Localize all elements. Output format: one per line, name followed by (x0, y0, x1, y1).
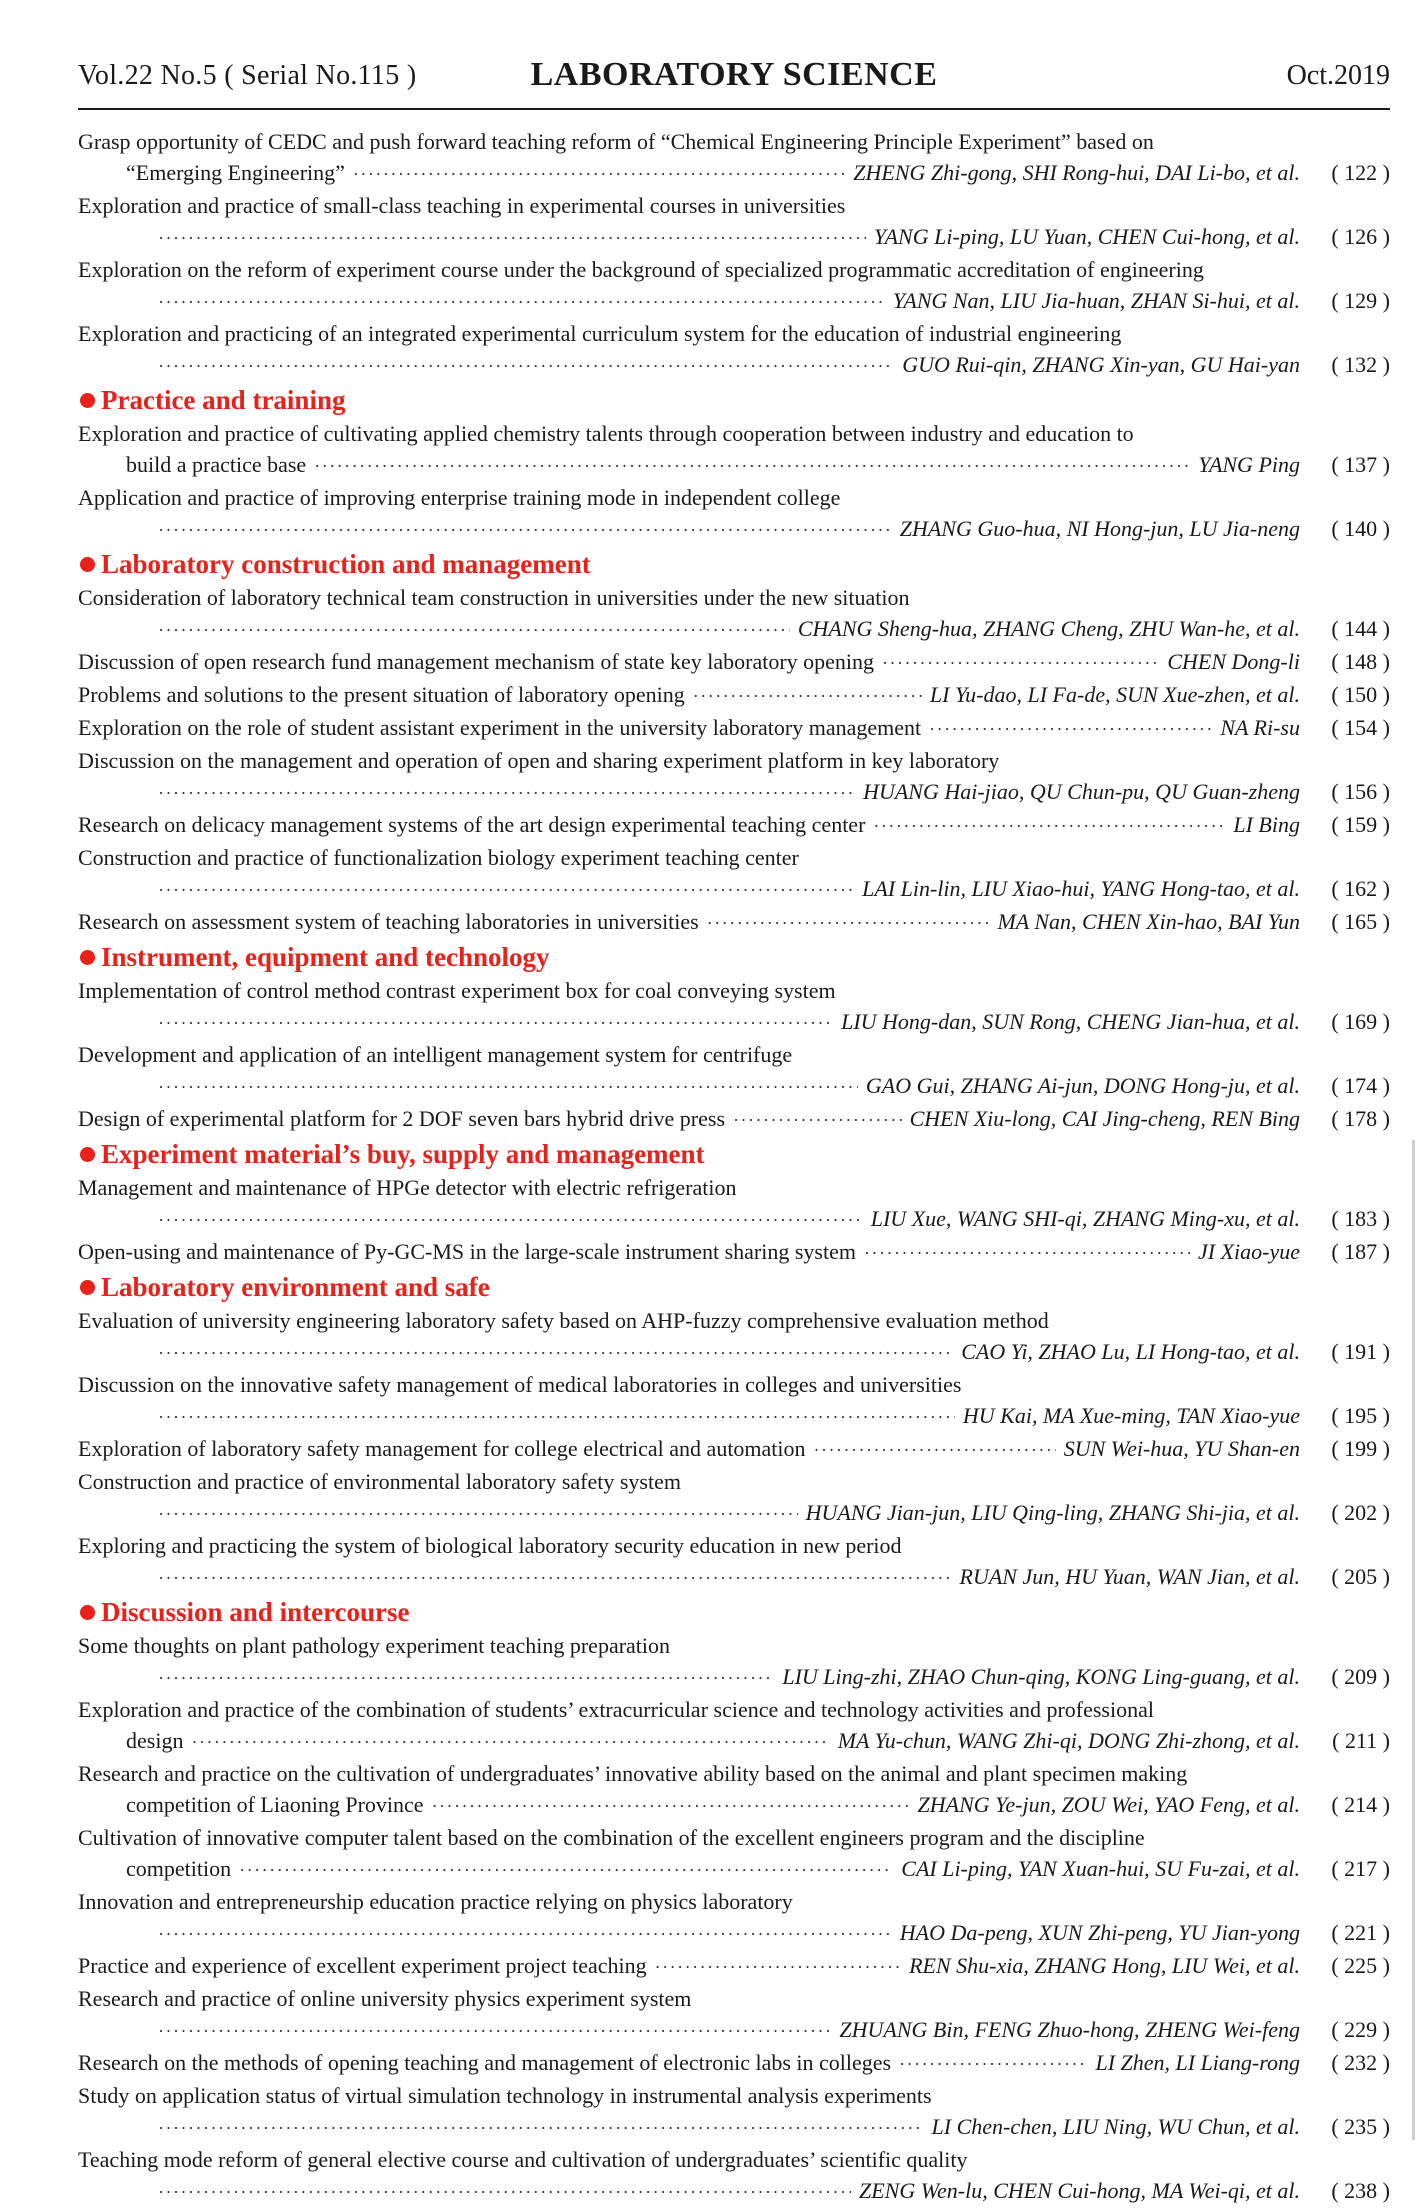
section-heading (78, 383, 1390, 417)
section-title: Laboratory construction and management (101, 548, 591, 579)
entry-byline (78, 613, 1390, 646)
dot-leader (158, 2016, 831, 2047)
entry-authors: NA Ri-su (1220, 715, 1300, 740)
entry-byline (78, 513, 1390, 546)
entry-authors: YANG Li-ping, LU Yuan, CHEN Cui-hong, et al. (873, 224, 1300, 249)
entry-page-number[interactable]: ( 221 ) (1331, 1920, 1390, 1945)
dot-leader (814, 1435, 1056, 1466)
entry-byline (78, 873, 1390, 906)
toc-entry[interactable] (78, 2080, 1390, 2144)
entry-title-line: Discussion on the management and operation of open and sharing experiment platform in key laboratory (78, 748, 1000, 773)
entry-byline (78, 2111, 1390, 2144)
dot-leader (158, 287, 885, 318)
section-title: Discussion and intercourse (101, 1596, 410, 1627)
entry-page-number[interactable]: ( 217 ) (1331, 1856, 1390, 1881)
entry-authors: CAI Li-ping, YAN Xuan-hui, SU Fu-zai, et al. (901, 1856, 1300, 1881)
section-bullet-icon (80, 1147, 95, 1162)
dot-leader (899, 2049, 1087, 2080)
toc-entry[interactable] (78, 482, 1390, 546)
dot-leader (733, 1105, 902, 1136)
entry-authors: GAO Gui, ZHANG Ai-jun, DONG Hong-ju, et al. (865, 1073, 1300, 1098)
entry-byline (78, 679, 1390, 712)
entry-byline (78, 1853, 1390, 1886)
entry-title-tail: Research on assessment system of teaching laboratories in universities (78, 909, 699, 934)
entry-byline (78, 1561, 1390, 1594)
dot-leader (158, 2177, 851, 2208)
dot-leader (158, 2113, 924, 2144)
entry-authors: LI Chen-chen, LIU Ning, WU Chun, et al. (931, 2114, 1300, 2139)
entry-authors: CHANG Sheng-hua, ZHANG Cheng, ZHU Wan-he, et al. (797, 616, 1300, 641)
section-bullet-icon (80, 1280, 95, 1295)
toc-entry[interactable] (78, 1369, 1390, 1433)
entry-byline (78, 2047, 1390, 2080)
entry-title-line: Development and application of an intelligent management system for centrifuge (78, 1042, 793, 1067)
toc-entry[interactable] (78, 745, 1390, 809)
dot-leader (882, 648, 1159, 679)
entry-byline (78, 449, 1390, 482)
entry-byline (78, 1433, 1390, 1466)
toc-entry[interactable] (78, 582, 1390, 646)
entry-byline (78, 1789, 1390, 1822)
dot-leader (158, 1499, 798, 1530)
entry-title-line: Exploration on the reform of experiment course under the background of specialized programmatic accreditation of engineering (78, 257, 1204, 282)
entry-authors: ZHUANG Bin, FENG Zhuo-hong, ZHENG Wei-feng (839, 2017, 1300, 2042)
entry-byline (78, 221, 1390, 254)
entry-authors: GUO Rui-qin, ZHANG Xin-yan, GU Hai-yan (902, 352, 1300, 377)
entry-page-number[interactable]: ( 162 ) (1331, 876, 1390, 901)
toc-entry[interactable] (78, 190, 1390, 254)
dot-leader (353, 159, 845, 190)
toc-entry[interactable] (78, 418, 1390, 482)
entry-authors: YANG Ping (1198, 452, 1300, 477)
toc-entry[interactable] (78, 126, 1390, 190)
section-heading (78, 940, 1390, 974)
dot-leader (158, 1563, 952, 1594)
entry-page-number[interactable]: ( 202 ) (1331, 1500, 1390, 1525)
entry-byline (78, 1917, 1390, 1950)
entry-title-line: Management and maintenance of HPGe detector with electric refrigeration (78, 1175, 737, 1200)
entry-authors: HUANG Hai-jiao, QU Chun-pu, QU Guan-zheng (863, 779, 1300, 804)
page-edge-shadow (1412, 1140, 1415, 2140)
entry-title-line: Exploration and practice of the combination of students’ extracurricular science and technology activities and professional (78, 1697, 1154, 1722)
entry-page-number[interactable]: ( 140 ) (1331, 516, 1390, 541)
section-title: Experiment material’s buy, supply and management (101, 1138, 705, 1169)
section-heading (78, 1270, 1390, 1304)
entry-authors: CHEN Dong-li (1167, 649, 1300, 674)
entry-byline (78, 285, 1390, 318)
entry-authors: RUAN Jun, HU Yuan, WAN Jian, et al. (959, 1564, 1300, 1589)
toc-entry[interactable] (78, 1236, 1390, 1269)
entry-authors: YANG Nan, LIU Jia-huan, ZHAN Si-hui, et al. (892, 288, 1300, 313)
dot-leader (158, 1072, 858, 1103)
toc-entry[interactable] (78, 254, 1390, 318)
entry-title-tail: Research on delicacy management systems of the art design experimental teaching center (78, 812, 866, 837)
entry-byline (78, 1006, 1390, 1039)
entry-title-line: Research and practice on the cultivation of undergraduates’ innovative ability based on the animal and plant specimen making (78, 1761, 1188, 1786)
entry-authors: SUN Wei-hua, YU Shan-en (1063, 1436, 1300, 1461)
entry-title-line: Consideration of laboratory technical team construction in universities under the new situation (78, 585, 910, 610)
dot-leader (158, 615, 790, 646)
toc-entry[interactable] (78, 906, 1390, 939)
dot-leader (707, 908, 990, 939)
toc-entry[interactable] (78, 1822, 1390, 1886)
section-bullet-icon (80, 393, 95, 408)
entry-page-number[interactable]: ( 178 ) (1331, 1106, 1390, 1131)
entry-title-line: Evaluation of university engineering laboratory safety based on AHP-fuzzy comprehensive evaluation method (78, 1308, 1049, 1333)
entry-byline (78, 1661, 1390, 1694)
dot-leader (158, 1008, 833, 1039)
entry-title-line: Grasp opportunity of CEDC and push forward teaching reform of “Chemical Engineering Principle Experiment” based on (78, 129, 1154, 154)
toc-entry[interactable] (78, 1039, 1390, 1103)
toc-entry[interactable] (78, 1886, 1390, 1950)
section-heading (78, 1137, 1390, 1171)
entry-authors: ZHENG Zhi-gong, SHI Rong-hui, DAI Li-bo, et al. (853, 160, 1300, 185)
dot-leader (655, 1952, 901, 1983)
toc-entry[interactable] (78, 1694, 1390, 1758)
section-heading (78, 547, 1390, 581)
entry-page-number[interactable]: ( 225 ) (1331, 1953, 1390, 1978)
entry-byline (78, 157, 1390, 190)
dot-leader (191, 1727, 829, 1758)
entry-title-line: Exploration and practice of cultivating applied chemistry talents through cooperation between industry and education to (78, 421, 1134, 446)
dot-leader (158, 1338, 953, 1369)
entry-page-number[interactable]: ( 156 ) (1331, 779, 1390, 804)
entry-page-number[interactable]: ( 169 ) (1331, 1009, 1390, 1034)
entry-page-number[interactable]: ( 199 ) (1331, 1436, 1390, 1461)
toc-entry[interactable] (78, 1630, 1390, 1694)
toc-entry[interactable] (78, 679, 1390, 712)
dot-leader (158, 875, 854, 906)
entry-page-number[interactable]: ( 150 ) (1331, 682, 1390, 707)
entry-authors: MA Yu-chun, WANG Zhi-qi, DONG Zhi-zhong, et al. (837, 1728, 1300, 1753)
toc-entry[interactable] (78, 1103, 1390, 1136)
entry-title-line: Construction and practice of environmental laboratory safety system (78, 1469, 681, 1494)
entry-byline (78, 2175, 1390, 2208)
entry-page-number[interactable]: ( 165 ) (1331, 909, 1390, 934)
entry-title-tail: Design of experimental platform for 2 DOF seven bars hybrid drive press (78, 1106, 726, 1131)
entry-page-number[interactable]: ( 205 ) (1331, 1564, 1390, 1589)
entry-authors: HAO Da-peng, XUN Zhi-peng, YU Jian-yong (899, 1920, 1300, 1945)
entry-title-tail: competition of Liaoning Province (126, 1792, 424, 1817)
entry-byline (78, 1203, 1390, 1236)
entry-authors: LI Bing (1233, 812, 1300, 837)
entry-page-number[interactable]: ( 191 ) (1331, 1339, 1390, 1364)
toc-entry[interactable] (78, 1758, 1390, 1822)
dot-leader (432, 1791, 910, 1822)
table-of-contents (78, 126, 1390, 2208)
entry-byline (78, 2014, 1390, 2047)
entry-page-number[interactable]: ( 238 ) (1331, 2178, 1390, 2203)
entry-title-line: Discussion on the innovative safety management of medical laboratories in colleges and universities (78, 1372, 962, 1397)
entry-authors: CHEN Xiu-long, CAI Jing-cheng, REN Bing (909, 1106, 1300, 1131)
toc-entry[interactable] (78, 809, 1390, 842)
entry-title-tail: competition (126, 1856, 232, 1881)
entry-title-line: Construction and practice of functionalization biology experiment teaching center (78, 845, 799, 870)
entry-title-line: Implementation of control method contrast experiment box for coal conveying system (78, 978, 836, 1003)
issue-info: Vol.22 No.5 ( Serial No.115 ) (78, 60, 417, 91)
toc-entry[interactable] (78, 1530, 1390, 1594)
entry-page-number[interactable]: ( 132 ) (1331, 352, 1390, 377)
entry-authors: LAI Lin-lin, LIU Xiao-hui, YANG Hong-tao, et al. (862, 876, 1300, 901)
section-bullet-icon (80, 557, 95, 572)
entry-title-tail: “Emerging Engineering” (126, 160, 345, 185)
entry-page-number[interactable]: ( 126 ) (1331, 224, 1390, 249)
toc-entry[interactable] (78, 1466, 1390, 1530)
toc-entry[interactable] (78, 2144, 1390, 2208)
section-heading (78, 1595, 1390, 1629)
entry-authors: LIU Ling-zhi, ZHAO Chun-qing, KONG Ling-guang, et al. (782, 1664, 1300, 1689)
entry-title-line: Teaching mode reform of general elective course and cultivation of undergraduates’ scientific quality (78, 2147, 968, 2172)
journal-title: LABORATORY SCIENCE (530, 56, 938, 93)
issue-date: Oct.2019 (1286, 60, 1390, 91)
entry-page-number[interactable]: ( 174 ) (1331, 1073, 1390, 1098)
entry-title-tail: build a practice base (126, 452, 307, 477)
dot-leader (158, 1919, 892, 1950)
entry-page-number[interactable]: ( 235 ) (1331, 2114, 1390, 2139)
dot-leader (864, 1238, 1190, 1269)
toc-entry[interactable] (78, 646, 1390, 679)
section-bullet-icon (80, 1605, 95, 1620)
toc-entry[interactable] (78, 1172, 1390, 1236)
entry-title-tail: Open-using and maintenance of Py-GC-MS in the large-scale instrument sharing system (78, 1239, 856, 1264)
entry-page-number[interactable]: ( 154 ) (1331, 715, 1390, 740)
entry-byline (78, 1950, 1390, 1983)
entry-authors: LIU Hong-dan, SUN Rong, CHENG Jian-hua, et al. (841, 1009, 1300, 1034)
dot-leader (158, 223, 866, 254)
entry-byline (78, 776, 1390, 809)
entry-page-number[interactable]: ( 195 ) (1331, 1403, 1390, 1428)
entry-title-line: Study on application status of virtual simulation technology in instrumental analysis experiments (78, 2083, 932, 2108)
dot-leader (239, 1855, 893, 1886)
entry-title-line: Innovation and entrepreneurship education practice relying on physics laboratory (78, 1889, 793, 1914)
entry-authors: CAO Yi, ZHAO Lu, LI Hong-tao, et al. (961, 1339, 1300, 1364)
section-title: Practice and training (101, 384, 346, 415)
entry-title-line: Exploration and practicing of an integrated experimental curriculum system for the education of industrial engineering (78, 321, 1122, 346)
entry-byline (78, 1070, 1390, 1103)
page-header (78, 52, 1390, 110)
entry-title-tail: Exploration on the role of student assistant experiment in the university laboratory management (78, 715, 922, 740)
toc-entry[interactable] (78, 1305, 1390, 1369)
entry-authors: LIU Xue, WANG SHI-qi, ZHANG Ming-xu, et al. (870, 1206, 1300, 1231)
toc-entry[interactable] (78, 712, 1390, 745)
entry-page-number[interactable]: ( 159 ) (1331, 812, 1390, 837)
toc-entry[interactable] (78, 318, 1390, 382)
entry-authors: LI Zhen, LI Liang-rong (1095, 2050, 1300, 2075)
dot-leader (158, 1205, 863, 1236)
entry-byline (78, 809, 1390, 842)
entry-byline (78, 1725, 1390, 1758)
entry-page-number[interactable]: ( 187 ) (1331, 1239, 1390, 1264)
entry-byline (78, 349, 1390, 382)
entry-title-line: Application and practice of improving enterprise training mode in independent college (78, 485, 841, 510)
section-title: Instrument, equipment and technology (101, 941, 550, 972)
entry-page-number[interactable]: ( 129 ) (1331, 288, 1390, 313)
entry-authors: HU Kai, MA Xue-ming, TAN Xiao-yue (962, 1403, 1300, 1428)
dot-leader (158, 515, 892, 546)
dot-leader (158, 778, 855, 809)
entry-title-line: Exploring and practicing the system of biological laboratory security education in new period (78, 1533, 902, 1558)
toc-entry[interactable] (78, 2047, 1390, 2080)
entry-authors: ZENG Wen-lu, CHEN Cui-hong, MA Wei-qi, et al. (858, 2178, 1300, 2203)
section-title: Laboratory environment and safe (101, 1271, 490, 1302)
entry-authors: HUANG Jian-jun, LIU Qing-ling, ZHANG Shi-jia, et al. (805, 1500, 1300, 1525)
entry-authors: REN Shu-xia, ZHANG Hong, LIU Wei, et al. (909, 1953, 1300, 1978)
entry-title-tail: Research on the methods of opening teaching and management of electronic labs in colleges (78, 2050, 892, 2075)
dot-leader (158, 1402, 955, 1433)
dot-leader (693, 681, 922, 712)
toc-entry[interactable] (78, 842, 1390, 906)
entry-page-number[interactable]: ( 232 ) (1331, 2050, 1390, 2075)
entry-page-number[interactable]: ( 214 ) (1331, 1792, 1390, 1817)
entry-byline (78, 712, 1390, 745)
dot-leader (158, 1663, 774, 1694)
entry-page-number[interactable]: ( 148 ) (1331, 649, 1390, 674)
entry-title-tail: Exploration of laboratory safety management for college electrical and automation (78, 1436, 806, 1461)
toc-entry[interactable] (78, 1950, 1390, 1983)
entry-page-number[interactable]: ( 209 ) (1331, 1664, 1390, 1689)
dot-leader (873, 811, 1225, 842)
entry-page-number[interactable]: ( 144 ) (1331, 616, 1390, 641)
entry-title-line: Exploration and practice of small-class teaching in experimental courses in universities (78, 193, 846, 218)
entry-title-line: Research and practice of online university physics experiment system (78, 1986, 692, 2011)
toc-entry[interactable] (78, 975, 1390, 1039)
entry-authors: ZHANG Guo-hua, NI Hong-jun, LU Jia-neng (899, 516, 1300, 541)
entry-title-tail: Discussion of open research fund management mechanism of state key laboratory opening (78, 649, 875, 674)
entry-byline (78, 646, 1390, 679)
dot-leader (929, 714, 1212, 745)
entry-byline (78, 1103, 1390, 1136)
section-bullet-icon (80, 950, 95, 965)
toc-entry[interactable] (78, 1433, 1390, 1466)
entry-authors: LI Yu-dao, LI Fa-de, SUN Xue-zhen, et al. (929, 682, 1300, 707)
entry-title-tail: Practice and experience of excellent experiment project teaching (78, 1953, 647, 1978)
entry-page-number[interactable]: ( 229 ) (1331, 2017, 1390, 2042)
entry-authors: MA Nan, CHEN Xin-hao, BAI Yun (997, 909, 1300, 934)
entry-byline (78, 1336, 1390, 1369)
entry-title-line: Cultivation of innovative computer talent based on the combination of the excellent engineers program and the discipline (78, 1825, 1145, 1850)
dot-leader (158, 351, 894, 382)
entry-authors: JI Xiao-yue (1198, 1239, 1300, 1264)
entry-page-number[interactable]: ( 137 ) (1331, 452, 1390, 477)
entry-page-number[interactable]: ( 211 ) (1332, 1728, 1390, 1753)
toc-entry[interactable] (78, 1983, 1390, 2047)
entry-page-number[interactable]: ( 183 ) (1331, 1206, 1390, 1231)
entry-authors: ZHANG Ye-jun, ZOU Wei, YAO Feng, et al. (917, 1792, 1300, 1817)
entry-byline (78, 1236, 1390, 1269)
entry-title-tail: Problems and solutions to the present situation of laboratory opening (78, 682, 685, 707)
entry-byline (78, 906, 1390, 939)
entry-byline (78, 1497, 1390, 1530)
entry-byline (78, 1400, 1390, 1433)
entry-title-tail: design (126, 1728, 184, 1753)
dot-leader (314, 451, 1190, 482)
entry-page-number[interactable]: ( 122 ) (1331, 160, 1390, 185)
entry-title-line: Some thoughts on plant pathology experiment teaching preparation (78, 1633, 671, 1658)
